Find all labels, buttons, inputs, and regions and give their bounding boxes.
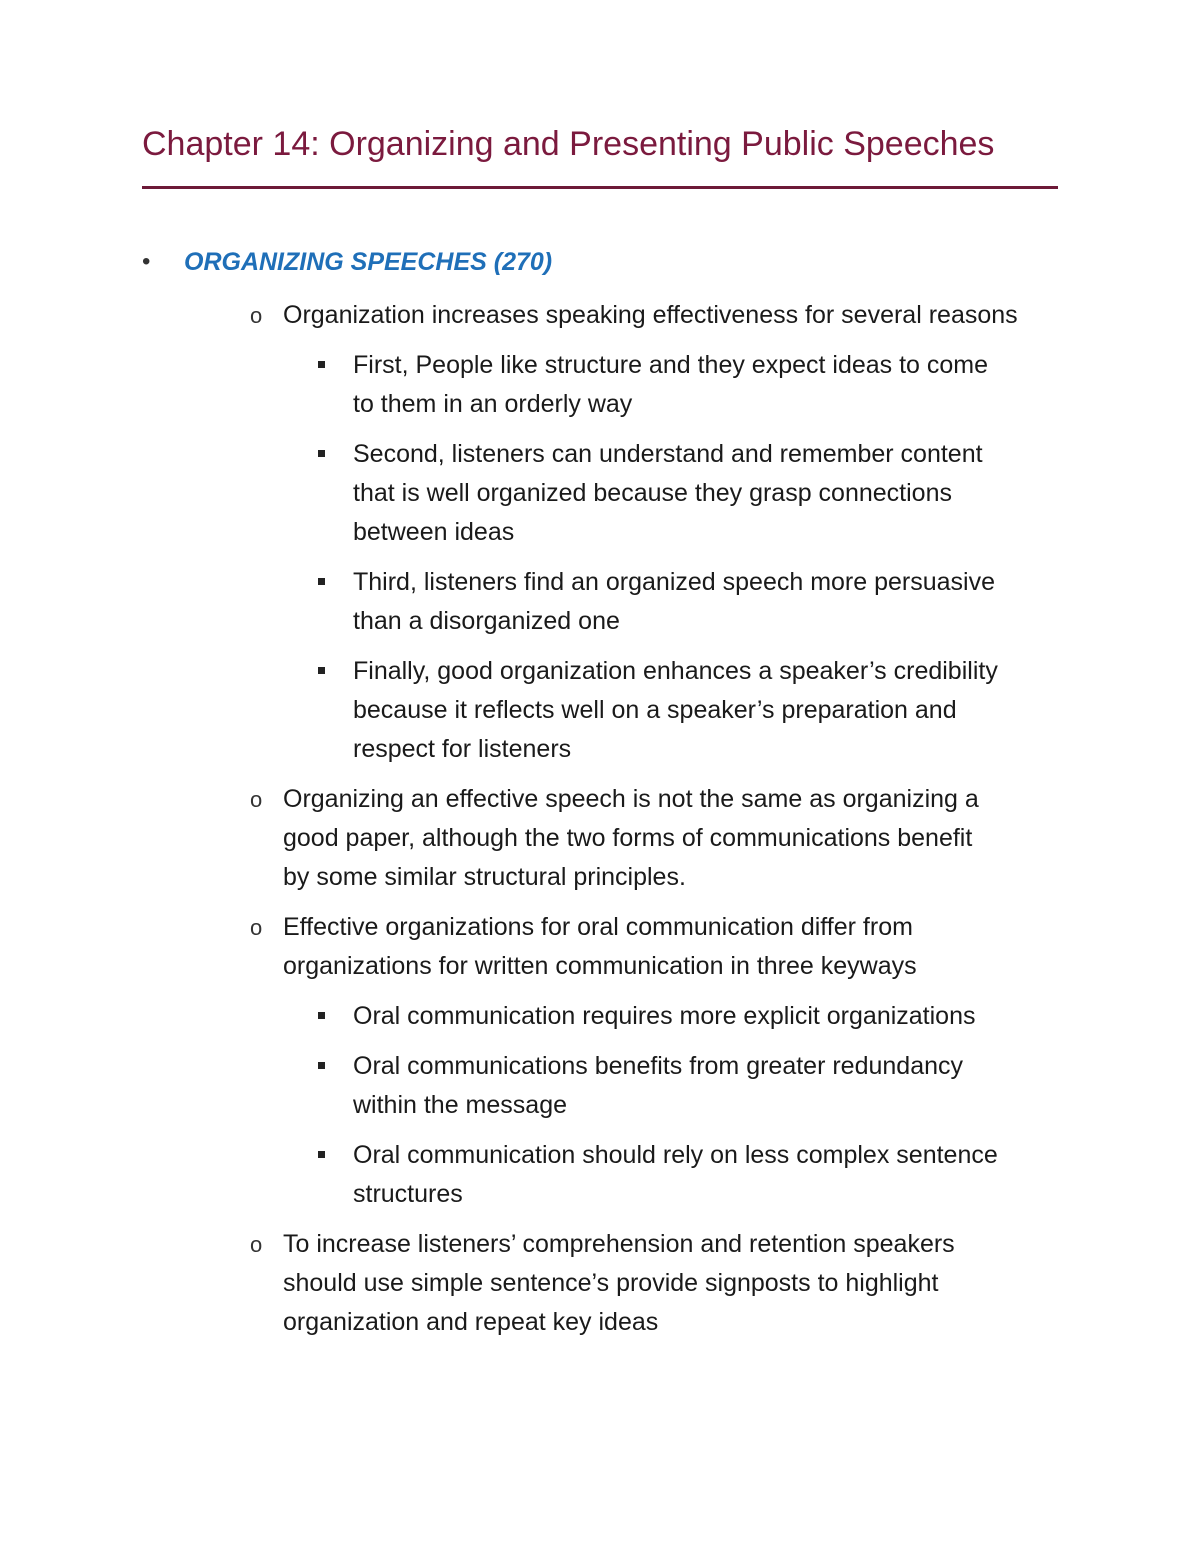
text-line: Oral communications benefits from greater redundancy xyxy=(353,1052,964,1080)
outline-text xyxy=(353,435,983,552)
square-bullet-icon xyxy=(318,1012,325,1019)
outline-text xyxy=(353,1136,998,1214)
text-line: Oral communication should rely on less complex sentence xyxy=(353,1141,998,1169)
text-line: than a disorganized one xyxy=(353,607,620,635)
outline-text xyxy=(353,346,988,424)
text-line: good paper, although the two forms of communications benefit xyxy=(283,824,973,852)
outline-text xyxy=(283,296,1018,335)
text-line: Oral communication requires more explicit organizations xyxy=(353,1002,976,1030)
text-line: between ideas xyxy=(353,518,515,546)
circle-bullet-icon: o xyxy=(250,915,263,940)
text-line: that is well organized because they grasp connections xyxy=(353,479,952,507)
outline-text xyxy=(283,908,917,986)
square-bullet-icon xyxy=(318,1062,325,1069)
square-bullet-icon xyxy=(318,361,325,368)
outline-text xyxy=(353,1047,963,1125)
outline-text xyxy=(353,652,998,769)
outline-text xyxy=(353,563,995,641)
circle-bullet-icon: o xyxy=(250,1232,263,1257)
text-line: Second, listeners can understand and remember content xyxy=(353,440,983,468)
page-title: Chapter 14: Organizing and Presenting Public Speeches xyxy=(142,125,995,163)
outline-text xyxy=(283,780,979,897)
outline-text xyxy=(353,997,976,1036)
title-divider xyxy=(142,186,1058,189)
circle-bullet-icon: o xyxy=(250,303,263,328)
text-line: should use simple sentence’s provide signposts to highlight xyxy=(283,1269,939,1297)
text-line: to them in an orderly way xyxy=(353,390,633,418)
text-line: First, People like structure and they expect ideas to come xyxy=(353,351,989,379)
text-line: Finally, good organization enhances a speaker’s credibility xyxy=(353,657,998,685)
text-line: Effective organizations for oral communication differ from xyxy=(283,913,913,941)
circle-bullet-icon: o xyxy=(250,787,263,812)
square-bullet-icon xyxy=(318,578,325,585)
text-line: respect for listeners xyxy=(353,735,572,763)
text-line: Third, listeners find an organized speech more persuasive xyxy=(353,568,996,596)
square-bullet-icon xyxy=(318,1151,325,1158)
outline-text xyxy=(283,1225,955,1342)
section-heading: ORGANIZING SPEECHES (270) xyxy=(184,248,553,276)
bullet-icon: • xyxy=(142,248,151,275)
text-line: To increase listeners’ comprehension and retention speakers xyxy=(283,1230,955,1258)
text-line: within the message xyxy=(353,1091,568,1119)
text-line: organizations for written communication in three keyways xyxy=(283,952,917,980)
square-bullet-icon xyxy=(318,667,325,674)
text-line: Organizing an effective speech is not the same as organizing a xyxy=(283,785,979,813)
text-line: by some similar structural principles. xyxy=(283,863,686,891)
text-line: Organization increases speaking effectiveness for several reasons xyxy=(283,301,1018,329)
text-line: because it reflects well on a speaker’s preparation and xyxy=(353,696,957,724)
text-line: organization and repeat key ideas xyxy=(283,1308,659,1336)
text-line: structures xyxy=(353,1180,463,1208)
square-bullet-icon xyxy=(318,450,325,457)
